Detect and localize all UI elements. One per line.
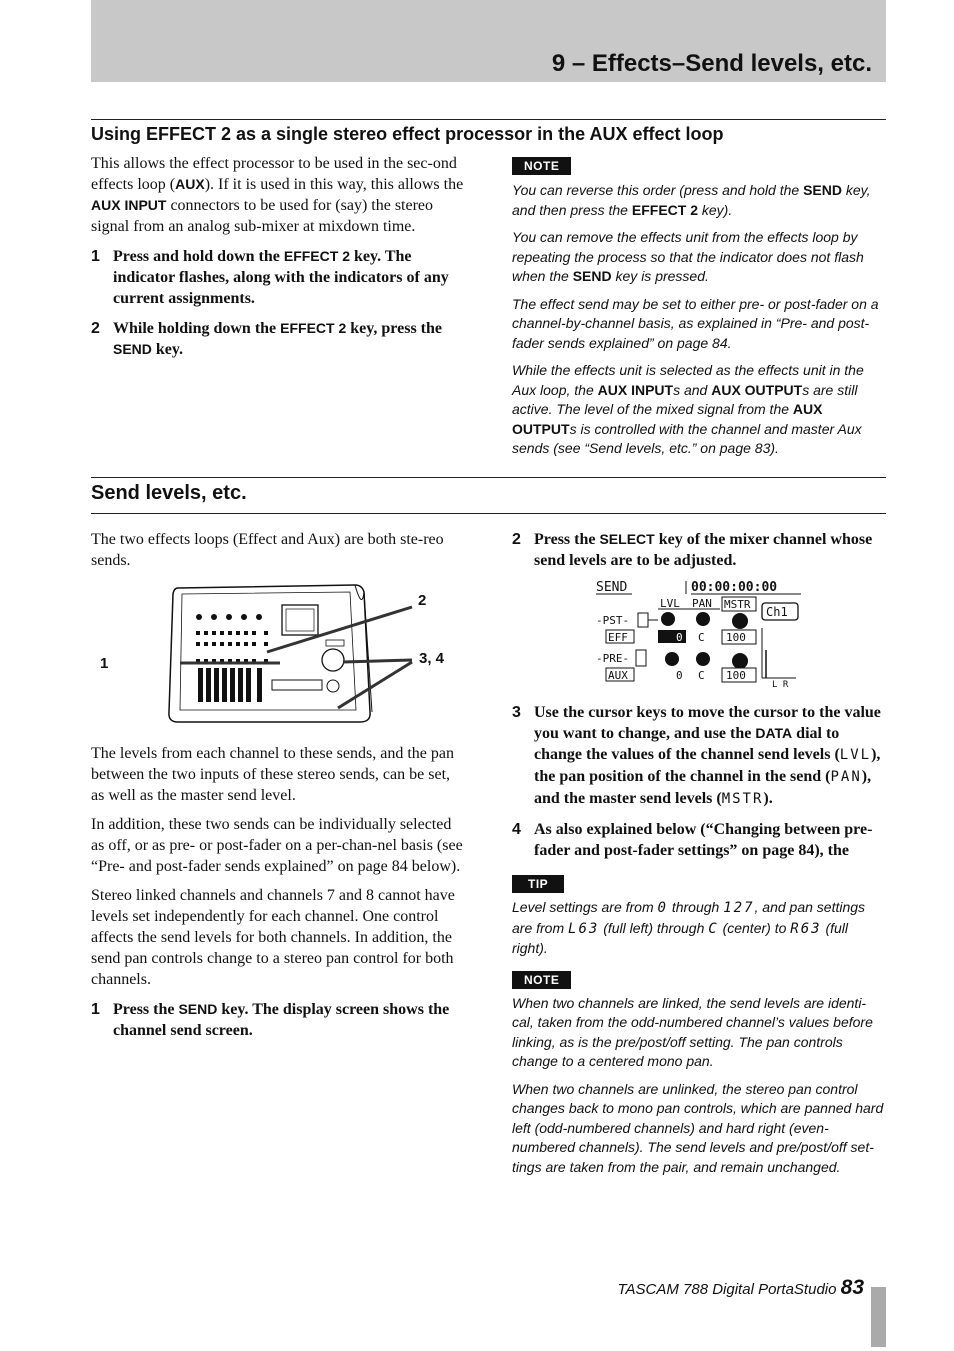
note-paragraph-linked: When two channels are linked, the send levels are identi-cal, taken from the odd-numbered channel’s values before linking, as is the pre/post/off setting. The pan controls change to a centered mono pan. <box>512 994 873 1069</box>
keyword: AUX OUTPUT <box>512 401 823 437</box>
text-run: key, and then press the <box>512 182 871 218</box>
text-run: dial to change the values of the channel send levels ( <box>534 725 840 763</box>
text-run: Press the <box>534 531 600 548</box>
portastudio-drawing <box>100 580 460 730</box>
section2-para-1: The levels from each channel to these sends, and the pan between the two inputs of these stereo sends, can be set, as well as the master send level. <box>91 745 454 804</box>
keyword: EFFECT 2 <box>631 201 698 218</box>
lcd-lvl-value-2: 0 <box>676 669 683 682</box>
section2-step-3 <box>512 702 886 810</box>
lcd-text: LVL <box>839 747 872 763</box>
keyword: AUX OUTPUT <box>711 381 803 398</box>
text-run: through <box>667 899 724 915</box>
chapter-header-band <box>91 0 886 82</box>
lcd-text: L63 <box>568 920 600 937</box>
text-run: key, press the <box>346 320 442 337</box>
lcd-title: SEND <box>596 580 628 595</box>
section2-bottom-rule <box>91 513 886 514</box>
step-number: 1 <box>91 1001 100 1018</box>
note-paragraph-2 <box>512 228 886 287</box>
section1-left-column <box>91 153 467 360</box>
section1-step-2 <box>91 318 467 360</box>
lcd-pre: -PRE- <box>596 652 630 665</box>
section2-para-3: Stereo linked channels and channels 7 and 8 cannot have levels set independently for each channel. One control affects the send levels for both channels. In addition, the send pan controls change to a stereo pan control for both channels. <box>91 887 455 988</box>
section2-intro-block <box>91 529 467 571</box>
text-run: ), the pan position of the channel in the send ( <box>534 746 881 785</box>
lcd-text: PAN <box>830 769 862 785</box>
text-run: key). <box>698 201 733 218</box>
note-paragraph-unlinked: When two channels are unlinked, the stereo pan control changes back to mono pan controls, which are panned hard left (odd-numbered channels) and hard right (even-numbered channels). The send levels and pre/post/off set-tings are taken from the pair, and remain unchanged. <box>512 1080 884 1175</box>
page-number: 83 <box>840 1276 864 1299</box>
lcd-eff: EFF <box>608 631 628 644</box>
section2-step-2 <box>512 529 886 571</box>
lcd-text: C <box>708 920 719 937</box>
lcd-text: 127 <box>723 900 755 916</box>
text-run: s and <box>673 381 712 398</box>
section2-right-column <box>512 702 886 1177</box>
text-run: Press and hold down the <box>113 248 284 265</box>
text-run: s are still active. The level of the mixed signal from the <box>512 381 858 417</box>
step-number: 4 <box>512 821 521 838</box>
lcd-drawing <box>596 578 804 688</box>
lcd-channel: Ch1 <box>766 605 788 619</box>
lcd-pan-value-2: C <box>698 669 705 682</box>
lcd-lr: L R <box>772 680 789 688</box>
text-run: key of the mixer channel whose send levels are to be adjusted. <box>534 531 873 569</box>
lcd-col-pan: PAN <box>692 597 712 610</box>
keyword: EFFECT 2 <box>283 248 350 264</box>
section2-left-column <box>91 743 467 1041</box>
keyword: SELECT <box>599 531 655 547</box>
step-number: 2 <box>512 531 521 548</box>
section2-top-rule <box>91 477 886 478</box>
chapter-title: 9 – Effects–Send levels, etc. <box>551 50 872 77</box>
page-footer <box>617 1276 864 1300</box>
section1-heading: Using EFFECT 2 as a single stereo effect processor in the AUX effect loop <box>91 124 724 144</box>
text-run: While holding down the <box>113 320 281 337</box>
keyword: DATA <box>755 725 793 741</box>
text-run: (center) to <box>718 919 791 936</box>
lcd-col-lvl: LVL <box>660 597 680 610</box>
callout-3-4: 3, 4 <box>419 650 445 667</box>
section2-step-4 <box>512 819 886 861</box>
keyword: AUX INPUT <box>597 381 674 398</box>
lcd-lvl-value: 0 <box>676 631 683 644</box>
tip-badge: TIP <box>512 875 564 893</box>
note-paragraph-4 <box>512 361 886 459</box>
text-run: As also explained below (“Changing between pre-fader and post-fader settings” on page 84), the <box>534 821 873 859</box>
text-run: key. The display screen shows the channel send screen. <box>113 1001 450 1039</box>
tip-paragraph <box>512 898 886 959</box>
lcd-text: MSTR <box>721 791 764 807</box>
section2-step-1 <box>91 999 467 1041</box>
lcd-mstr: MSTR <box>724 598 751 611</box>
text-run: Press the <box>113 1001 179 1018</box>
text-run: This allows the effect processor to be used in the sec-ond effects loop ( <box>91 155 457 193</box>
section2-intro: The two effects loops (Effect and Aux) are both ste-reo sends. <box>91 531 444 569</box>
device-illustration <box>100 580 460 730</box>
step-number: 2 <box>91 320 100 337</box>
text-run: (full left) through <box>599 919 709 936</box>
text-run: , and pan settings are from <box>512 899 866 936</box>
text-run: connectors to be used for (say) the stereo signal from an analog sub-mixer at mixdown time. <box>91 197 434 235</box>
note-badge: NOTE <box>512 971 571 989</box>
keyword: AUX <box>175 176 205 192</box>
section2-heading: Send levels, etc. <box>91 482 247 504</box>
lcd-mstr-value-1: 100 <box>726 631 746 644</box>
lcd-pan-value: C <box>698 631 705 644</box>
text-run: key. The indicator flashes, along with the indicators of any current assignments. <box>113 248 449 307</box>
text-run: (full right). <box>512 919 849 956</box>
keyword: SEND <box>803 182 842 198</box>
text-run: You can reverse this order (press and hold the <box>512 182 804 198</box>
section1-top-rule <box>91 119 886 120</box>
text-run: Level settings are from <box>512 899 658 915</box>
text-run: While the effects unit is selected as the effects unit in the Aux loop, the <box>512 362 864 398</box>
callout-1: 1 <box>100 655 109 672</box>
section1-note-box <box>512 157 886 459</box>
text-run: ). <box>763 790 773 807</box>
section2-para-2: In addition, these two sends can be individually selected as off, or as pre- or post-fader on a per-chan-nel basis (see “Pre- and post-fader sends explained” on page 84 below). <box>91 816 463 875</box>
text-run: ), and the master send levels ( <box>534 768 872 807</box>
keyword: SEND <box>572 268 612 284</box>
page-edge-tab <box>871 1287 886 1347</box>
text-run: s is controlled with the channel and master Aux sends (see “Send levels, etc.” on page 83). <box>512 420 862 456</box>
section1-intro <box>91 153 467 237</box>
text-run: key. <box>151 341 184 358</box>
note-paragraph-3: The effect send may be set to either pre- or post-fader on a channel-by-channel basis, as explained in “Pre- and post-fader sends explained” on page 84. <box>512 295 879 351</box>
keyword: SEND <box>178 1001 218 1017</box>
lcd-mstr-value-2: 100 <box>726 669 746 682</box>
lcd-text: 0 <box>657 900 668 916</box>
lcd-pst: -PST- <box>596 614 630 627</box>
text-run: Use the cursor keys to move the cursor to the value you want to change, and use the <box>534 704 881 742</box>
lcd-text: R63 <box>790 920 822 937</box>
callout-2: 2 <box>418 592 427 609</box>
keyword: EFFECT 2 <box>280 320 347 336</box>
send-screen-lcd <box>596 578 804 688</box>
keyword: SEND <box>113 341 152 357</box>
section1-step-1 <box>91 246 467 309</box>
lcd-aux: AUX <box>608 669 628 682</box>
note-paragraph-1 <box>512 181 886 220</box>
step-number: 3 <box>512 704 521 721</box>
lcd-time: 00:00:00:00 <box>691 580 778 595</box>
note-badge: NOTE <box>512 157 571 175</box>
text-run: ). If it is used in this way, this allows the <box>204 176 464 193</box>
text-run: You can remove the effects unit from the effects loop by repeating the process so that the indicator does not flash when the <box>512 229 864 284</box>
section2-step-2-block <box>512 529 886 571</box>
footer-product: TASCAM 788 Digital PortaStudio <box>617 1281 837 1298</box>
keyword: AUX INPUT <box>91 197 167 213</box>
text-run: key is pressed. <box>611 268 709 284</box>
step-number: 1 <box>91 248 100 265</box>
